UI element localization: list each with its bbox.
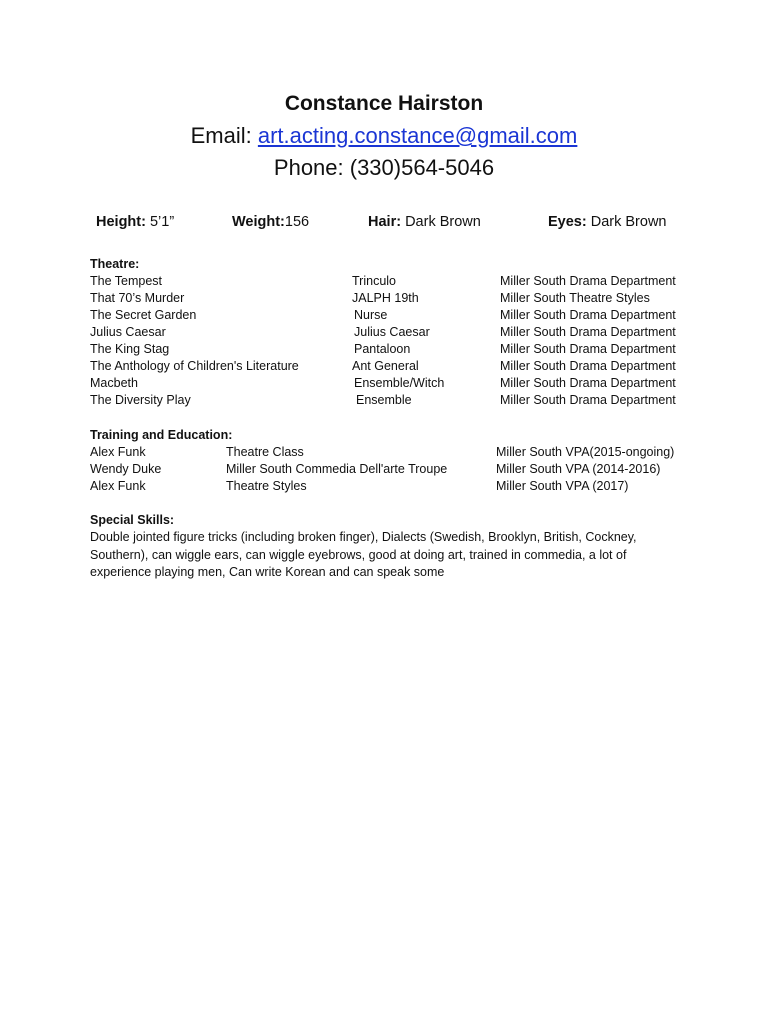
institution: Miller South VPA (2014-2016) [496,462,661,476]
email-link[interactable]: art.acting.constance@gmail.com [257,123,578,148]
organization: Miller South Drama Department [500,325,676,339]
theatre-section [90,256,690,409]
performer-name: Constance Hairston [284,92,484,115]
organization: Miller South Drama Department [500,376,676,390]
eyes-stat [548,214,666,230]
hair-stat [368,214,481,230]
email-label: Email: [190,123,258,148]
theatre-row [90,273,690,290]
theatre-row [90,392,690,409]
role: Trinculo [352,274,396,288]
phone-line: Phone: (330)564-5046 [273,155,495,180]
institution: Miller South VPA (2017) [496,479,629,493]
hair-value: Dark Brown [401,214,481,230]
organization: Miller South Drama Department [500,342,676,356]
show-title: The King Stag [90,342,170,356]
role: Nurse [354,308,388,322]
theatre-heading: Theatre: [90,257,140,271]
show-title: The Tempest [90,274,163,288]
organization: Miller South Drama Department [500,274,676,288]
role: JALPH 19th [352,291,419,305]
training-section [90,427,690,495]
weight-value: 156 [284,214,310,230]
eyes-value: Dark Brown [586,214,667,230]
training-row [90,444,690,461]
show-title: The Diversity Play [90,393,191,407]
show-title: Macbeth [90,376,138,390]
theatre-row [90,375,690,392]
role: Pantaloon [354,342,411,356]
show-title: The Secret Garden [90,308,197,322]
organization: Miller South Drama Department [500,308,676,322]
hair-label: Hair: [368,214,402,230]
skills-section [90,512,690,582]
role: Julius Caesar [354,325,430,339]
teacher: Alex Funk [90,479,146,493]
organization: Miller South Theatre Styles [500,291,650,305]
height-stat [96,214,174,230]
eyes-label: Eyes: [548,214,587,230]
show-title: The Anthology of Children's Literature [90,359,299,373]
teacher: Wendy Duke [90,462,162,476]
skills-heading: Special Skills: [90,513,175,527]
resume-header [0,88,768,184]
role: Ensemble/Witch [354,376,445,390]
training-heading: Training and Education: [90,428,233,442]
organization: Miller South Drama Department [500,393,676,407]
theatre-row [90,324,690,341]
height-value: 5’1” [145,214,175,230]
institution: Miller South VPA(2015-ongoing) [496,445,675,459]
weight-label: Weight: [232,214,285,230]
role: Ant General [352,359,419,373]
course: Theatre Styles [226,479,307,493]
organization: Miller South Drama Department [500,359,676,373]
physical-stats [0,214,768,236]
theatre-row [90,358,690,375]
email-line [0,120,768,152]
theatre-row [90,307,690,324]
theatre-row [90,341,690,358]
weight-stat [232,214,309,230]
training-row [90,461,690,478]
theatre-row [90,290,690,307]
height-label: Height: [96,214,146,230]
teacher: Alex Funk [90,445,146,459]
course: Miller South Commedia Dell'arte Troupe [226,462,448,476]
training-row [90,478,690,495]
skills-text: Double jointed figure tricks (including broken finger), Dialects (Swedish, Brooklyn, British, Cockney, Southern), can wiggle ears, can wiggle eyebrows, good at doing art, trained in commedia, a lot of experience playing men, Can write Korean and can speak some [90,530,637,579]
role: Ensemble [356,393,412,407]
show-title: Julius Caesar [90,325,166,339]
show-title: That 70’s Murder [90,291,185,305]
course: Theatre Class [226,445,304,459]
